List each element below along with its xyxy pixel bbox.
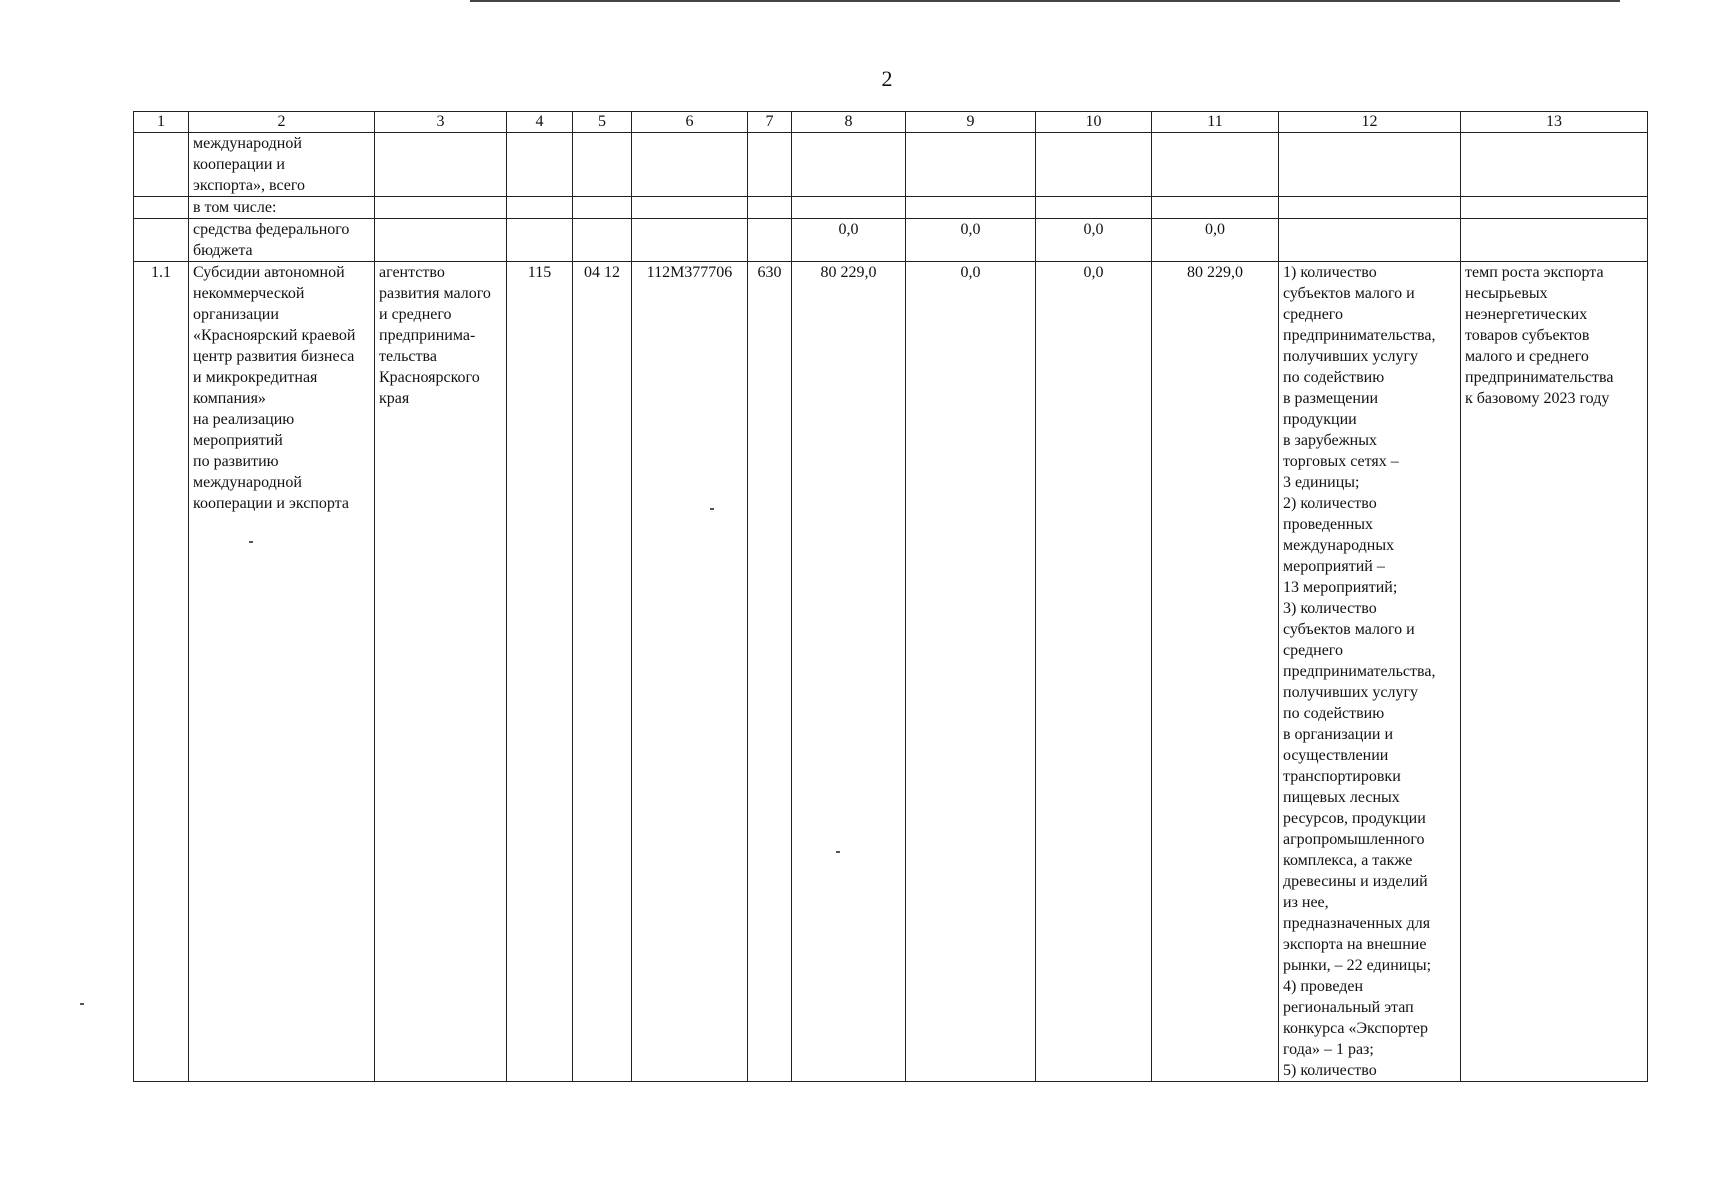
cell-amount-col9: 0,0 [906, 219, 1036, 262]
header-cell-13: 13 [1461, 112, 1648, 133]
cell-empty [1461, 133, 1648, 197]
cell-empty [573, 197, 632, 219]
budget-table [133, 111, 1648, 1082]
cell-empty [134, 197, 189, 219]
cell-empty [792, 197, 906, 219]
header-cell-11: 11 [1152, 112, 1279, 133]
cell-empty [792, 133, 906, 197]
cell-empty [1036, 133, 1152, 197]
cell-program-name: международной кооперации и экспорта», всего [189, 133, 375, 197]
cell-amount-col9: 0,0 [906, 262, 1036, 1082]
cell-empty [134, 219, 189, 262]
cell-empty [1461, 197, 1648, 219]
header-cell-2: 2 [189, 112, 375, 133]
cell-empty [632, 219, 748, 262]
page-number: 2 [881, 66, 893, 91]
cell-activity-name: Субсидии автономной некоммерческой организации «Красноярский краевой центр развития бизнеса и микрокредитная компания» на реализацию мероприятий по развитию международной кооперации и экспорта [189, 262, 375, 1082]
cell-empty [1279, 133, 1461, 197]
cell-including-label: в том числе: [189, 197, 375, 219]
header-cell-5: 5 [573, 112, 632, 133]
cell-amount-col11: 0,0 [1152, 219, 1279, 262]
header-cell-9: 9 [906, 112, 1036, 133]
cell-amount-col10: 0,0 [1036, 219, 1152, 262]
header-cell-6: 6 [632, 112, 748, 133]
table-row-1-1 [134, 262, 1648, 1082]
header-cell-7: 7 [748, 112, 792, 133]
cell-code-col7: 630 [748, 262, 792, 1082]
header-cell-3: 3 [375, 112, 507, 133]
header-cell-12: 12 [1279, 112, 1461, 133]
cell-amount-col8: 80 229,0 [792, 262, 906, 1082]
cell-amount-col10: 0,0 [1036, 262, 1152, 1082]
cell-empty [748, 133, 792, 197]
cell-empty [507, 133, 573, 197]
scan-edge-line [470, 0, 1620, 2]
header-cell-10: 10 [1036, 112, 1152, 133]
cell-empty [632, 197, 748, 219]
cell-empty [375, 219, 507, 262]
cell-empty [1279, 197, 1461, 219]
cell-empty [375, 133, 507, 197]
cell-responsible-agency: агентство развития малого и среднего предпринима- тельства Красноярского края [375, 262, 507, 1082]
cell-empty [1152, 197, 1279, 219]
header-cell-8: 8 [792, 112, 906, 133]
cell-empty [507, 197, 573, 219]
cell-empty [1152, 133, 1279, 197]
scan-speck [249, 541, 253, 543]
cell-empty [748, 219, 792, 262]
table-row-including [134, 197, 1648, 219]
cell-code-col4: 115 [507, 262, 573, 1082]
cell-target-indicator: темп роста экспорта несырьевых неэнергетических товаров субъектов малого и среднего предпринимательства к базовому 2023 году [1461, 262, 1648, 1082]
cell-empty [1036, 197, 1152, 219]
cell-federal-budget-label: средства федерального бюджета [189, 219, 375, 262]
scan-speck [836, 851, 840, 853]
table-row-federal-budget [134, 219, 1648, 262]
scan-speck [80, 1003, 84, 1005]
cell-empty [375, 197, 507, 219]
cell-code-col5: 04 12 [573, 262, 632, 1082]
cell-code-col6: 112М377706 [632, 262, 748, 1082]
cell-empty [134, 133, 189, 197]
cell-amount-col8: 0,0 [792, 219, 906, 262]
cell-empty [507, 219, 573, 262]
cell-empty [632, 133, 748, 197]
cell-empty [1461, 219, 1648, 262]
cell-amount-col11: 80 229,0 [1152, 262, 1279, 1082]
header-cell-4: 4 [507, 112, 573, 133]
cell-empty [573, 219, 632, 262]
cell-empty [748, 197, 792, 219]
cell-empty [906, 197, 1036, 219]
table-row-continuation [134, 133, 1648, 197]
header-row [134, 112, 1648, 133]
cell-empty [906, 133, 1036, 197]
cell-empty [1279, 219, 1461, 262]
header-cell-1: 1 [134, 112, 189, 133]
cell-empty [573, 133, 632, 197]
cell-expected-results: 1) количество субъектов малого и среднего предпринимательства, получивших услугу по содействию в размещении продукции в зарубежных торговых сетях – 3 единицы; 2) количество проведенных международных мероприятий – 13 мероприятий; 3) количество субъектов малого и среднего предпринимательства, получивших услугу по содействию в организации и осуществлении транспортировки пищевых лесных ресурсов, продукции агропромышленного комплекса, а также древесины и изделий из нее, предназначенных для экспорта на внешние рынки, – 22 единицы; 4) проведен региональный этап конкурса «Экспортер года» – 1 раз; 5) количество [1279, 262, 1461, 1082]
cell-item-number: 1.1 [134, 262, 189, 1082]
scan-speck [710, 508, 714, 510]
